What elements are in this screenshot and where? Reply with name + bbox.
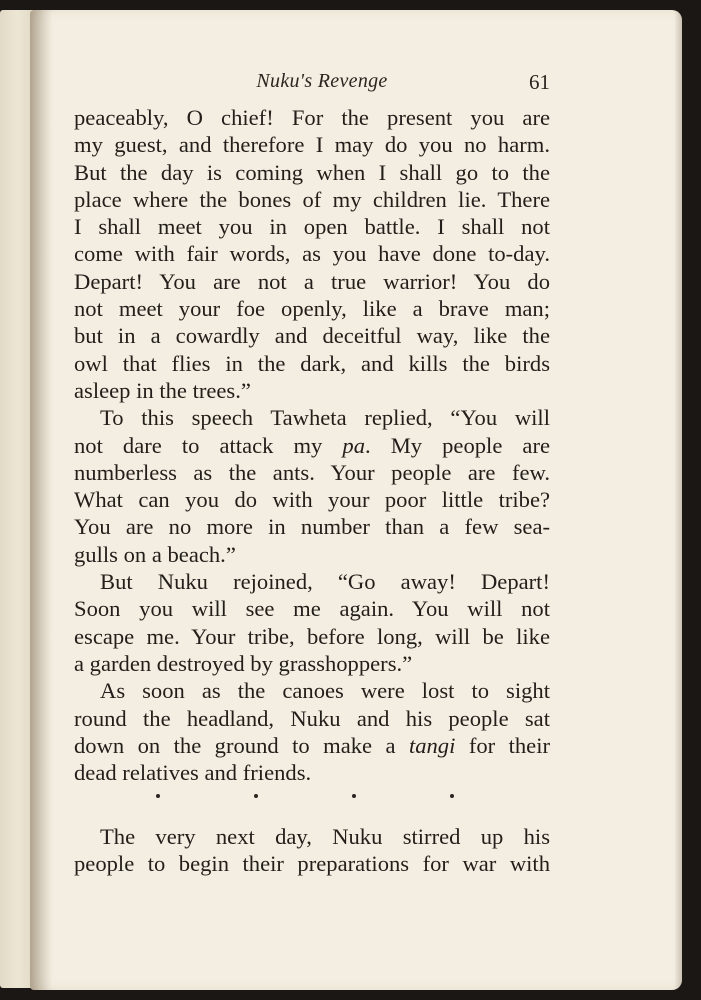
body-text (74, 104, 550, 877)
text-segment: not dare to attack my (74, 432, 343, 458)
text-line: Depart! You are not a true warrior! You do (74, 268, 550, 294)
section-break-dots (74, 789, 550, 816)
text-segment: . My people are (365, 432, 550, 458)
text-line: come with fair words, as you have done to-day. (74, 241, 550, 267)
ellipsis-dot (156, 794, 160, 798)
ellipsis-dot (352, 794, 356, 798)
text-line: I shall meet you in open battle. I shall not (74, 214, 550, 240)
text-line: a garden destroyed by grasshoppers.” (74, 650, 413, 676)
text-line: but in a cowardly and deceitful way, like the (74, 323, 550, 349)
text-line: To this speech Tawheta replied, “You will (100, 405, 550, 431)
text-line: escape me. Your tribe, before long, will be like (74, 623, 550, 649)
text-line: not meet your foe openly, like a brave man; (74, 296, 550, 322)
page-gutter-shadow (30, 10, 52, 990)
text-line: You are no more in number than a few sea- (74, 514, 550, 540)
ellipsis-dot (450, 794, 454, 798)
running-head: Nuku's Revenge (256, 70, 388, 92)
ellipsis-dot (254, 794, 258, 798)
text-line: round the headland, Nuku and his people sat (74, 705, 550, 731)
text-line: But Nuku rejoined, “Go away! Depart! (100, 569, 550, 595)
text-line: But the day is coming when I shall go to the (74, 159, 550, 185)
italic-word: tangi (408, 732, 456, 758)
page-header (74, 62, 550, 102)
text-line: As soon as the canoes were lost to sight (100, 678, 550, 704)
italic-word: pa (342, 432, 365, 458)
text-line: What can you do with your poor little tribe? (74, 487, 550, 513)
text-line: asleep in the trees.” (74, 377, 251, 403)
text-line (74, 432, 550, 459)
text-line: people to begin their preparations for war with (74, 851, 550, 877)
text-line: numberless as the ants. Your people are few. (74, 459, 550, 485)
text-line: The very next day, Nuku stirred up his (100, 823, 550, 849)
text-segment: for their (455, 732, 550, 758)
text-line: place where the bones of my children lie. There (74, 186, 550, 212)
page-edge-shadow (674, 10, 682, 990)
text-line (74, 732, 550, 759)
text-line: dead relatives and friends. (74, 760, 312, 786)
text-line: my guest, and therefore I may do you no harm. (74, 132, 550, 158)
text-line: gulls on a beach.” (74, 541, 236, 567)
text-segment: down on the ground to make a (74, 732, 409, 758)
text-line: Soon you will see me again. You will not (74, 596, 550, 622)
page-number: 61 (529, 70, 550, 94)
text-line: owl that flies in the dark, and kills the birds (74, 350, 550, 376)
text-line: peaceably, O chief! For the present you are (74, 105, 550, 130)
